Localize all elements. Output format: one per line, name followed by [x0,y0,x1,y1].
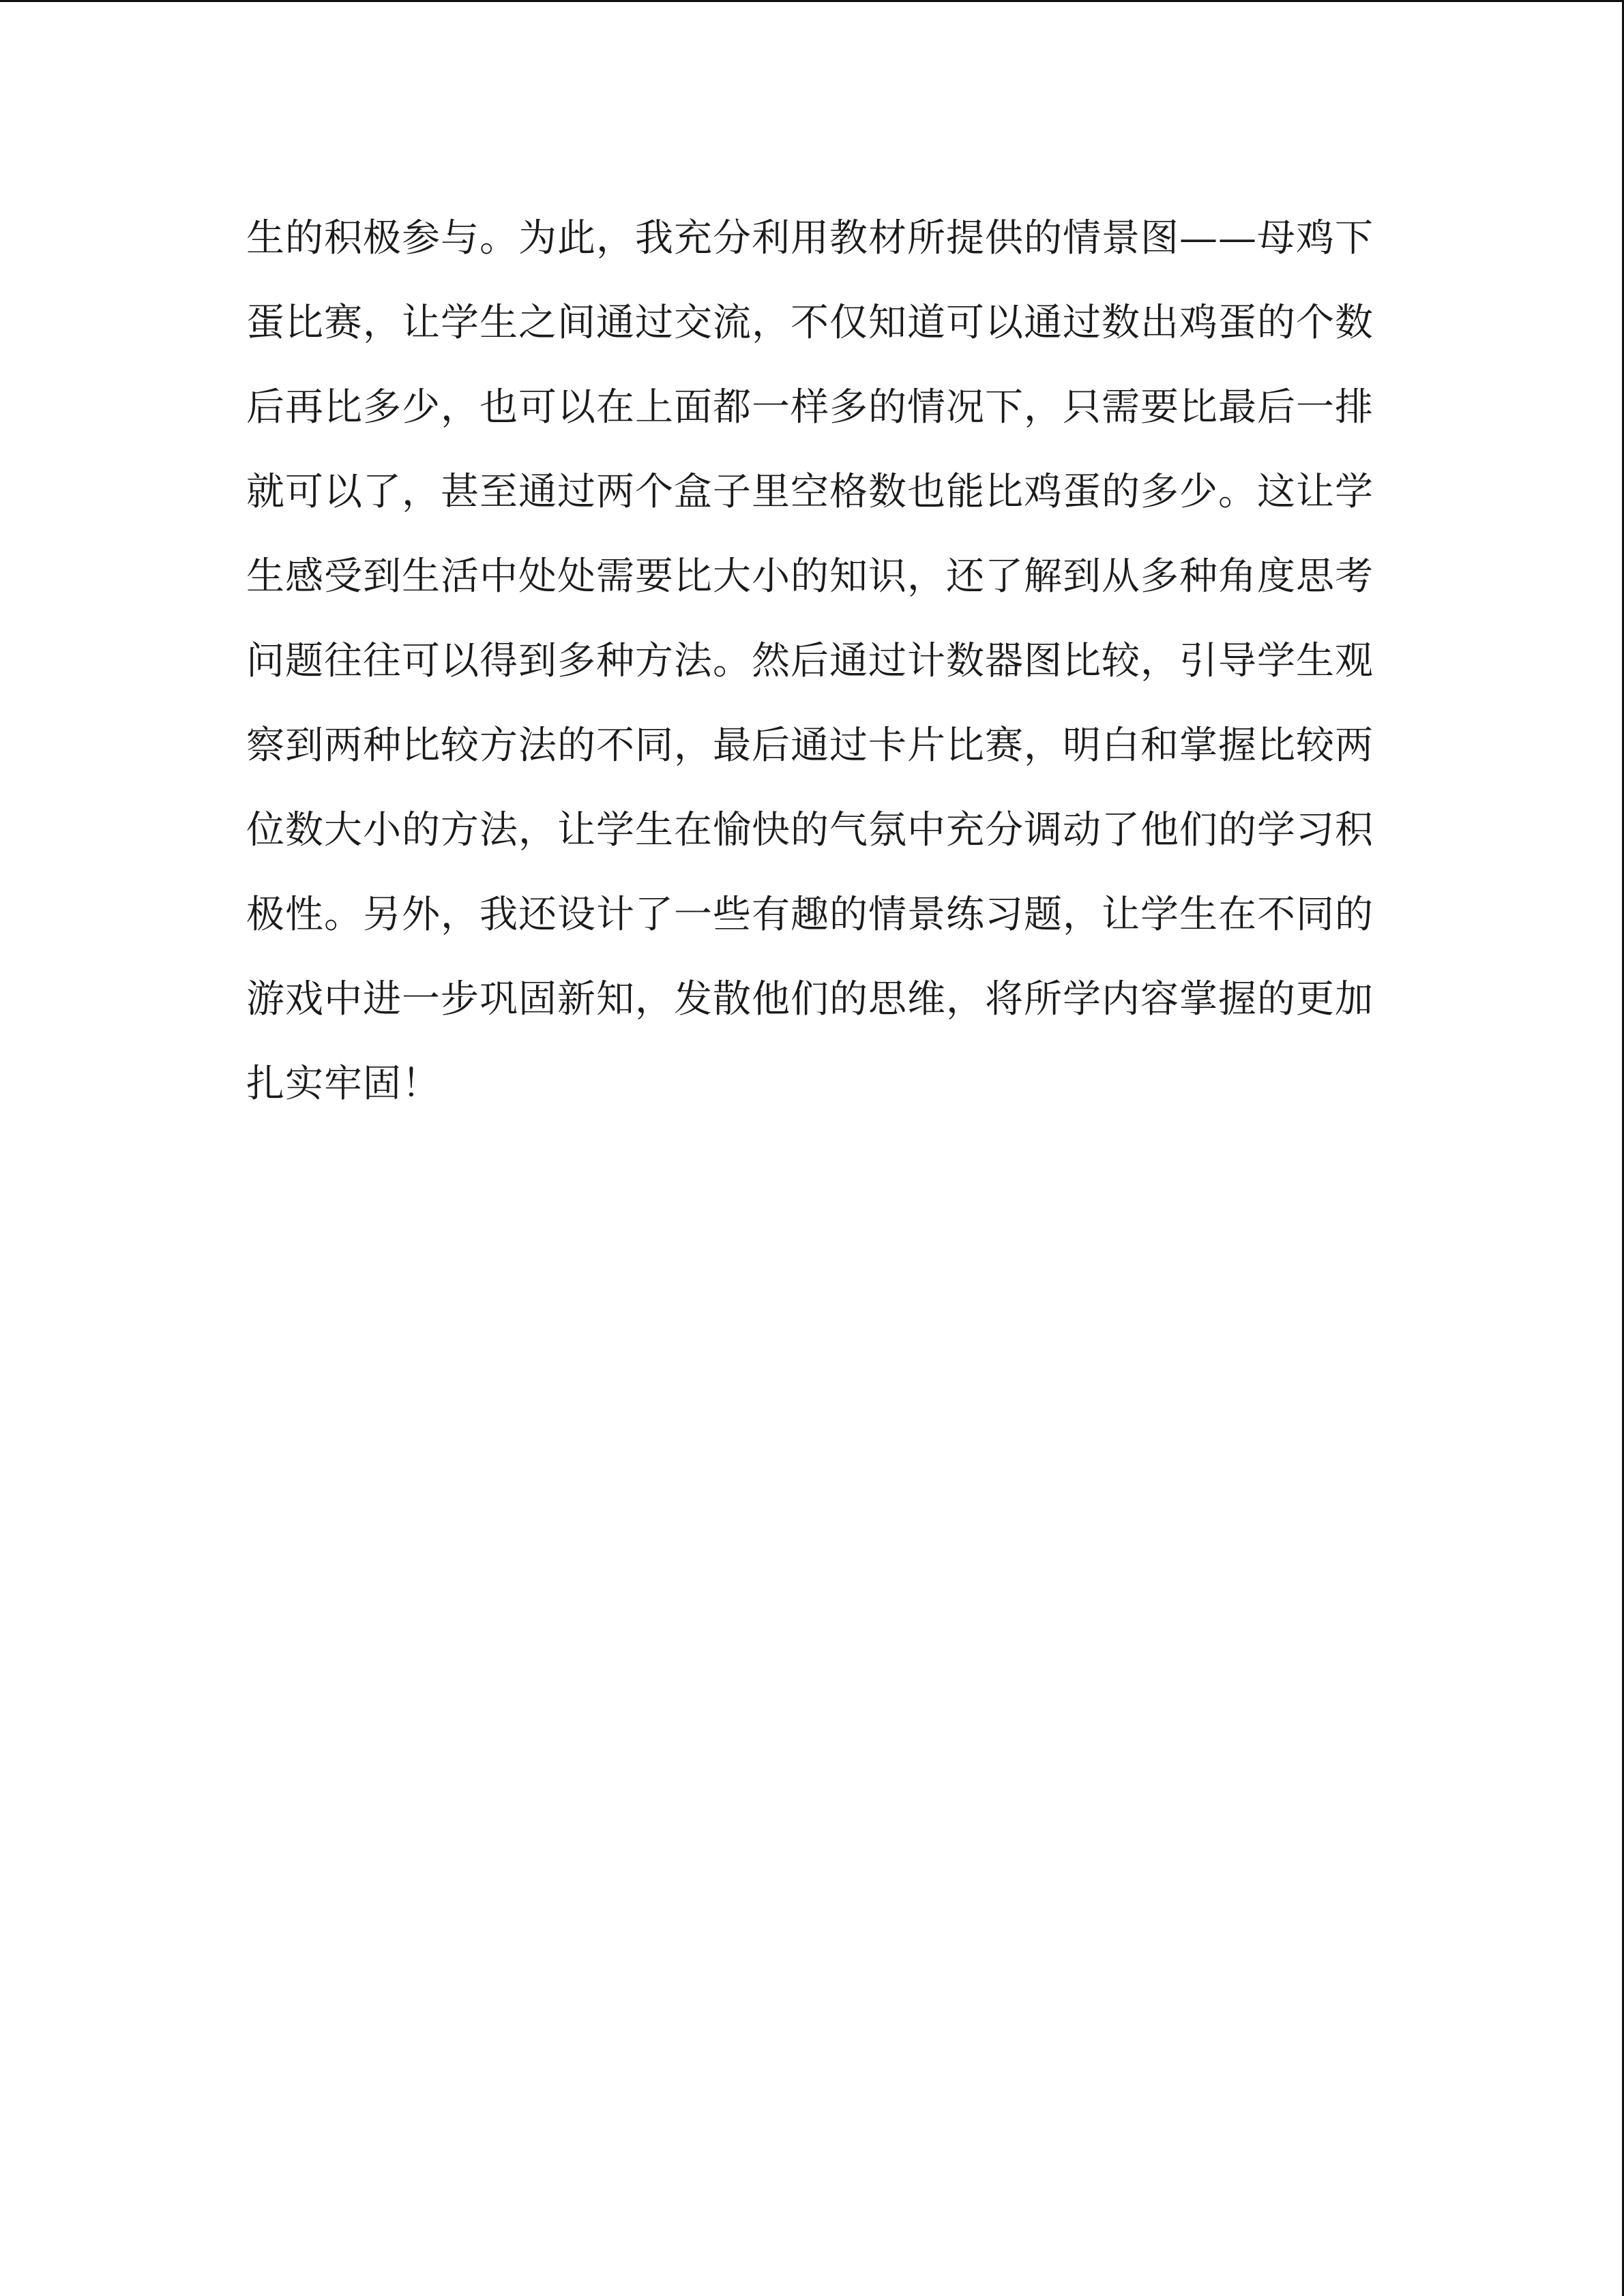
paragraph-line-5: 生感受到生活中处处需要比大小的知识，还了解到从多种角度思考 [246,554,1374,599]
paragraph-line-2: 蛋比赛，让学生之间通过交流，不仅知道可以通过数出鸡蛋的个数 [246,301,1374,345]
paragraph-line-4: 就可以了，甚至通过两个盒子里空格数也能比鸡蛋的多少。这让学 [246,470,1374,514]
paragraph-line-8: 位数大小的方法，让学生在愉快的气氛中充分调动了他们的学习积 [246,808,1374,852]
paragraph-line-6: 问题往往可以得到多种方法。然后通过计数器图比较，引导学生观 [246,639,1374,683]
paragraph-line-1: 生的积极参与。为此，我充分利用教材所提供的情景图——母鸡下 [246,216,1374,260]
paragraph-line-10: 游戏中进一步巩固新知，发散他们的思维，将所学内容掌握的更加 [246,977,1374,1022]
body-paragraph [246,196,1374,1127]
page-top-border [0,0,1624,2]
paragraph-line-7: 察到两种比较方法的不同，最后通过卡片比赛，明白和掌握比较两 [246,724,1374,768]
paragraph-line-3: 后再比多少，也可以在上面都一样多的情况下，只需要比最后一排 [246,385,1374,430]
paragraph-line-9: 极性。另外，我还设计了一些有趣的情景练习题，让学生在不同的 [246,893,1374,937]
paragraph-line-11: 扎实牢固！ [246,1062,441,1106]
